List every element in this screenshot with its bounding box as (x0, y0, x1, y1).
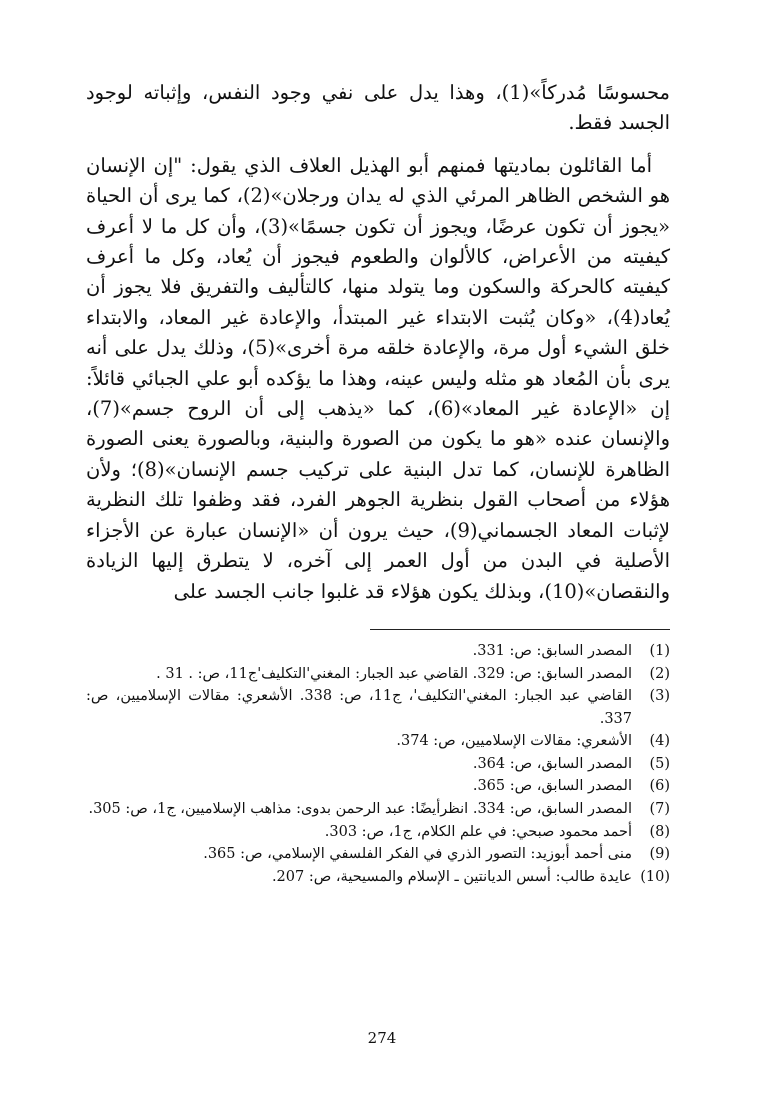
footnote-number: (5) (649, 755, 670, 772)
footnote-text: المصدر السابق، ص: 334. انظرأيضًا: عبد الرحمن بدوى: مذاهب الإسلاميين، ج1، ص: 305. (88, 801, 632, 818)
footnote-item (86, 821, 670, 844)
footnote-text: القاضي عبد الجبار: المغني'التكليف'، ج11، ص: 338. الأشعري: مقالات الإسلاميين، ص: 337. (86, 688, 632, 727)
footnote-number: (1) (649, 642, 670, 659)
footnote-item (86, 866, 670, 889)
footnote-text: عايدة طالب: أسس الديانتين ـ الإسلام والمسيحية، ص: 207. (271, 868, 632, 885)
footnote-number: (10) (640, 868, 670, 885)
footnotes-list (86, 640, 670, 889)
footnote-item (86, 640, 670, 663)
body-paragraph-1: محسوسًا مُدركاً»(1)، وهذا يدل على نفي وجود النفس، وإثباته لوجود الجسد فقط. (86, 81, 670, 135)
footnote-number: (4) (649, 733, 670, 750)
footnote-item (86, 685, 670, 730)
footnote-text: الأشعري: مقالات الإسلاميين، ص: 374. (396, 733, 632, 750)
footnote-item (86, 798, 670, 821)
footnote-item (86, 730, 670, 753)
footnote-number: (6) (649, 778, 670, 795)
footnote-text: منى أحمد أبوزيد: التصور الذري في الفكر الفلسفي الإسلامي، ص: 365. (203, 846, 632, 863)
footnote-item (86, 775, 670, 798)
footnote-text: المصدر السابق: ص: 329. القاضي عبد الجبار: المغني'التكليف'ج11، ص: . 31 . (156, 665, 632, 682)
footnote-text: المصدر السابق: ص: 331. (472, 642, 632, 659)
footnote-number: (8) (649, 823, 670, 840)
body-paragraph-2: أما القائلون بماديتها فمنهم أبو الهذيل العلاف الذي يقول: "إن الإنسان هو الشخص الظاهر المرئي الذي له يدان ورجلان»(2)، كما يرى أن الحياة «يجوز أن تكون عرضًا، ويجوز أن تكون جسمًا»(3)، وأن كل ما لا أعرف كيفيته من الأعراض، كالألوان والطعوم فيجوز أن يُعاد، وكل ما أعرف كيفيته كالحركة والسكون وما يتولد منها، كالتأليف والتفريق فلا يجوز أن يُعاد(4)، «وكان يُثبت الابتداء غير المبتدأ، والإعادة غير المعاد، والابتداء خلق الشيء أول مرة، والإعادة خلقه مرة أخرى»(5)، وذلك يدل على أنه يرى بأن المُعاد هو مثله وليس عينه، وهذا ما يؤكده أبو علي الجبائي قائلاً: إن «الإعادة غير المعاد»(6)، كما «يذهب إلى أن الروح جسم»(7)، والإنسان عنده «هو ما يكون من الصورة والبنية، وبالصورة يعنى الصورة الظاهرة للإنسان، كما تدل البنية على تركيب جسم الإنسان»(8)؛ ولأن هؤلاء من أصحاب القول بنظرية الجوهر الفرد، فقد وظفوا تلك النظرية لإثبات المعاد الجسماني(9)، حيث يرون أن «الإنسان عبارة عن الأجزاء الأصلية في البدن من أول العمر إلى آخره، لا يتطرق إليها الزيادة والنقصان»(10)، وبذلك يكون هؤلاء قد غلبوا جانب الجسد على (86, 153, 671, 603)
footnote-item (86, 663, 670, 686)
footnote-separator (370, 629, 670, 630)
footnote-number: (9) (649, 846, 670, 863)
footnote-text: المصدر السابق، ص: 364. (472, 755, 632, 772)
footnote-text: المصدر السابق، ص: 365. (472, 778, 632, 795)
footnote-item (86, 753, 670, 776)
footnote-item (86, 843, 670, 866)
footnote-text: أحمد محمود صبحي: في علم الكلام، ج1، ص: 303. (324, 823, 632, 840)
footnote-number: (3) (649, 688, 670, 705)
page-content (86, 78, 670, 888)
footnote-number: (7) (649, 801, 670, 818)
page-number: 274 (367, 1029, 397, 1047)
footnote-number: (2) (649, 665, 670, 682)
